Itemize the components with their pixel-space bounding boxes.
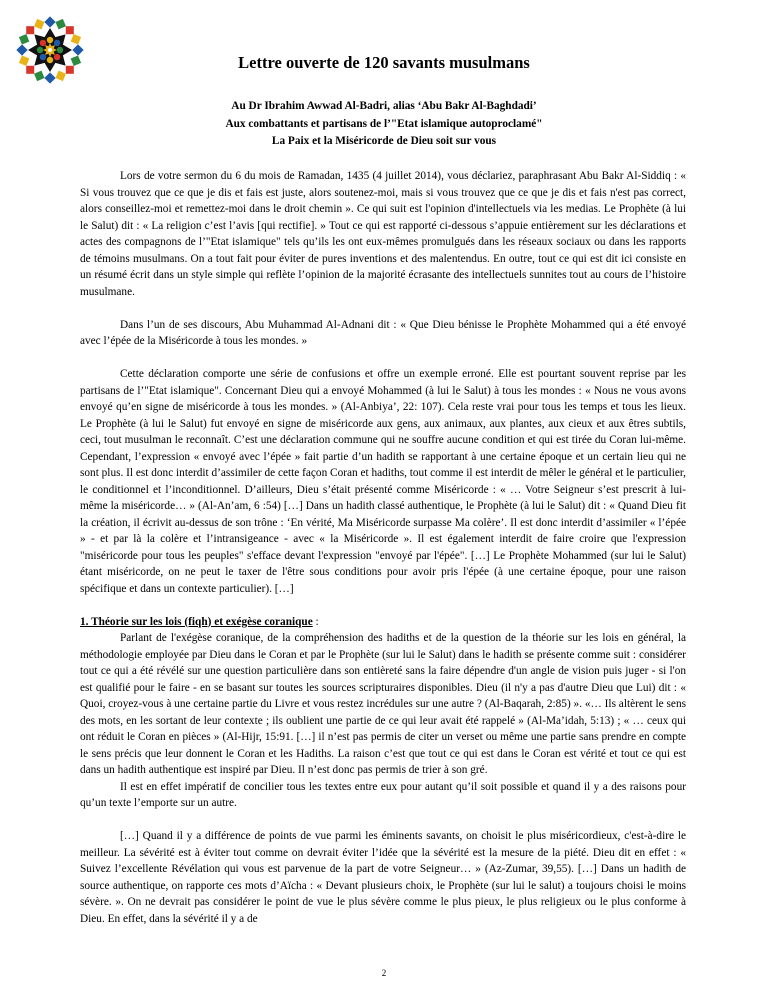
addressee-line: Aux combattants et partisans de l’"Etat islamique autoproclamé": [225, 117, 543, 130]
body-paragraph: Parlant de l'exégèse coranique, de la compréhension des hadiths et de la question de la théorie sur les lois en général, la méthodologie employée par Dieu dans le Coran et par le Prophète (sur lui le Salut) dans le hadith se présente comme suit : considérer tout ce qui a été révélé sur une question particulière dans son entièreté sans la faire dépendre d'un angle de vision puis juger - si l'on est qualifié pour le faire - en se basant sur toutes les sources scripturaires disponibles. Dieu (il n'y a pas d'autre Dieu que Lui) dit : « Quoi, croyez-vous à une certaine partie du Livre et vous restez incrédules sur une autre ? (Al-Baqarah, 2:85) ». «… Ils altèrent le sens des mots, en les sortant de leur contexte ; ils oublient une partie de ce qui leur avait été rappelé » (Al-Ma’idah, 5:13) ; « … ceux qui ont réduit le Coran en pièces » (Al-Hijr, 15:91. […] il n’est pas permis de citer un verset ou même une partie sans prendre en compte le sens précis que leur donnent le Coran et les Hadiths. La raison c’est que tout ce qui est dans le Coran est vérité et tout ce qui est dans un hadith authentique est inspiré par Dieu. Il n’est donc pas permis de trier à son gré.: [80, 632, 686, 776]
moroccan-tile-logo: [14, 14, 86, 86]
body-paragraph: Il est en effet impératif de concilier tous les textes entre eux pour autant qu’il soit possible et quand il y a des raisons pour qu’un texte l’emporte sur un autre.: [80, 780, 686, 809]
body-paragraph: Lors de votre sermon du 6 du mois de Ramadan, 1435 (4 juillet 2014), vous déclariez, paraphrasant Abu Bakr Al-Siddiq : « Si vous trouvez que ce que je dis et fais est juste, alors soutenez-moi, mais si vous trouvez que ce que je dis et fais n'est pas correct, alors conseillez-moi et remettez-moi dans le droit chemin ». Ce qui suit est l'opinion d'intellectuels via les medias. Le Prophète (à lui le Salut) dit : « La religion c’est l’avis [qui rectifie]. » Tout ce qui est rapporté ci-dessous s’appuie entièrement sur les déclarations et actes des compagnons de l’"Etat islamique" tels qu’ils les ont eux-mêmes promulgués dans les réseaux sociaux ou dans les rapports de témoins musulmans. On a tout fait pour éviter de pures inventions et des malentendus. En outre, tout ce qui est dit ici consiste en un résumé écrit dans un style simple qui reflète l’opinion de la majorité écrasante des intellectuels sunnites tout au cours de l’histoire musulmane.: [80, 170, 686, 298]
body-paragraph: […] Quand il y a différence de points de vue parmi les éminents savants, on choisit le plus miséricordieux, c'est-à-dire le meilleur. La sévérité est à éviter tout comme on devrait éviter l’idée que la sévérité est la mesure de la piété. Dieu dit en effet : « Suivez l’excellente Révélation qui vous est parvenue de la part de votre Seigneur… » (Az-Zumar, 39,55). […] Dans un hadith de source authentique, on rapporte ces mots d’Aïcha : « Devant plusieurs choix, le Prophète (sur lui le salut) a toujours choisi le moins sévère. ». On ne devrait pas considérer le point de vue le plus sévère comme le plus pieux, le plus religieux ou le plus conforme à Dieu. En effet, dans la sévérité il y a de: [80, 830, 686, 925]
letter-body: [80, 168, 686, 944]
addressee-block: [0, 98, 768, 151]
section-heading: 1. Théorie sur les lois (fiqh) et exégèse coranique: [80, 615, 313, 628]
body-paragraph: Cette déclaration comporte une série de confusions et offre un exemple erroné. Elle est pourtant souvent reprise par les partisans de l’"Etat islamique". Concernant Dieu qui a envoyé Mohammed (à lui le Salut) à tous les mondes : « Nous ne vous avons envoyé qu’en signe de miséricorde à tous les mondes. » (Al-Anbiya’, 22: 107). Cela reste vrai pour tous les temps et tous les lieux. Le Prophète (à lui le Salut) fut envoyé en signe de miséricorde aux gens, aux animaux, aux plantes, aux cieux et aux êtres subtils, ceci, tout musulman le reconnaît. C’est une déclaration commune qui ne souffre aucune condition et qui est tirée du Coran lui-même. Cependant, l’expression « envoyé avec l’épée » fait partie d’un hadith se rapportant à une certaine époque et un certain lieu qui ne sont plus. Il est donc interdit d’assimiler de cette façon Coran et hadiths, tout comme il est interdit de mêler le général et le particulier, le conditionnel et l’inconditionnel. D’ailleurs, Dieu s’était présenté comme Miséricorde : « … Votre Seigneur s’est prescrit à lui-même la miséricorde… » (Al-An’am, 6 :54) […] Dans un hadith classé authentique, le Prophète (à lui le Salut) dit : « Quand Dieu fit la création, il écrivit au-dessus de son trône : ‘En vérité, Ma Miséricorde surpasse Ma colère’. Il est donc interdit d’assimiler « l’épée » - et par là la colère et l’intransigeance - avec « la Miséricorde ». Il est également interdit de faire croire que l'expression "miséricorde pour tous les peuples" s'efface devant l'expression "envoyé par l'épée". […] Le Prophète Mohammed (sur lui le Salut) étant miséricorde, on ne peut le taxer de l'être sous conditions pour avoir pris l'épée (à une certaine époque, pour une raison spécifique et dans un contexte particulier). […]: [80, 368, 686, 595]
addressee-line: La Paix et la Miséricorde de Dieu soit sur vous: [271, 135, 497, 147]
page-number: 2: [381, 968, 387, 978]
section-heading-line: [80, 614, 686, 631]
page-title: Lettre ouverte de 120 savants musulmans: [238, 53, 530, 72]
addressee-line: Au Dr Ibrahim Awwad Al-Badri, alias ‘Abu Bakr Al-Baghdadi’: [231, 100, 537, 112]
section-heading-suffix: :: [312, 615, 319, 628]
body-paragraph: Dans l’un de ses discours, Abu Muhammad Al-Adnani dit : « Que Dieu bénisse le Prophète Mohammed qui a été envoyé avec l’épée de la Miséricorde à tous les mondes. »: [80, 318, 686, 347]
